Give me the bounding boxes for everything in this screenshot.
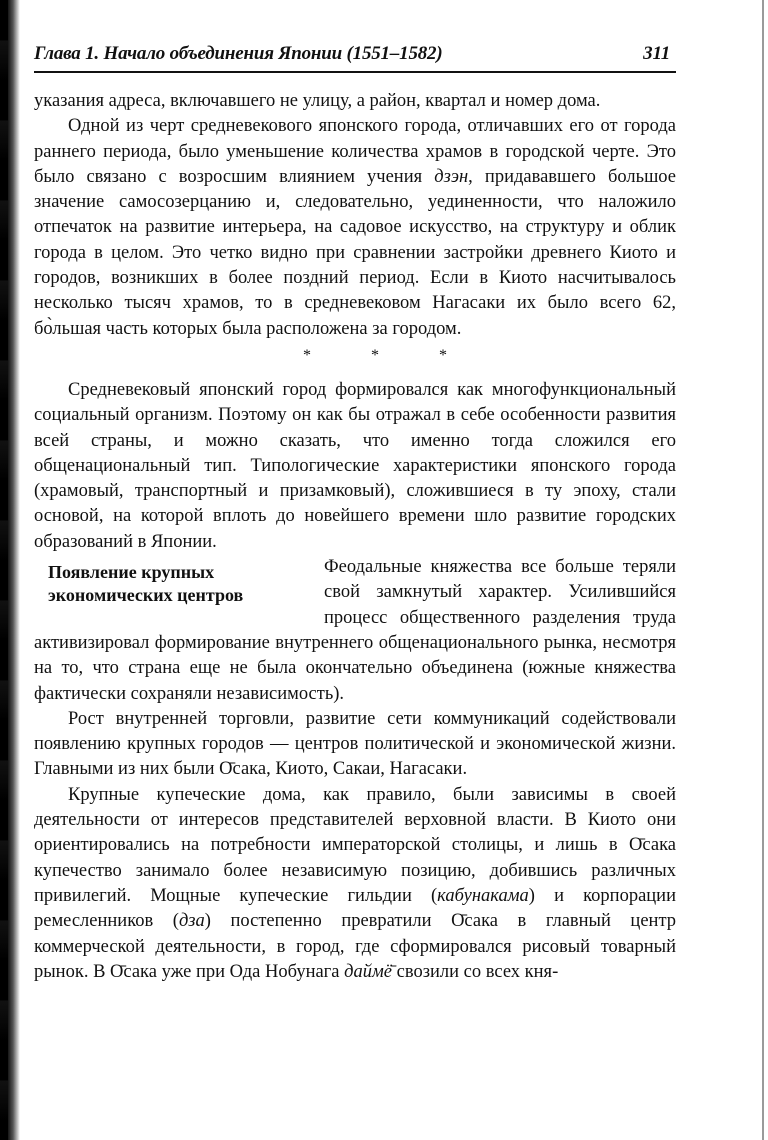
paragraph-text: Крупные купеческие дома, как правило, были зависимы в своей деятельности от интересов представителей верховной власти. В Киото они ориентировались на потребности императорской столицы, и лишь в О̄сака купечество занимало более независимую позицию, добившись различных привилегий. Мощные купеческие гильдии ( bbox=[34, 784, 676, 906]
term-zen: дзэн bbox=[434, 166, 469, 187]
term-dza: дза bbox=[178, 911, 205, 932]
binding-shadow bbox=[0, 0, 20, 1140]
paragraph-merchant-houses bbox=[34, 783, 676, 985]
paragraph-temples bbox=[34, 114, 676, 342]
section-heading: Появление крупных экономических центров bbox=[48, 562, 244, 606]
section-divider bbox=[34, 346, 676, 366]
chapter-title: Глава 1. Начало объединения Японии (1551–1582) bbox=[34, 43, 443, 64]
asterisk: * bbox=[303, 346, 311, 364]
paragraph-city-organism: Средневековый японский город формировался как многофункциональный социальный организм. Поэтому он как бы отражал в себе особенности развития всей страны, и можно сказать, что именно тогда сложился его общенациональный тип. Типологические характеристики японского города (храмовый, транспортный и призамковый), сложившиеся в ту эпоху, стали основой, на которой вплоть до новейшего времени шло развитие городских образований в Японии. bbox=[34, 379, 676, 552]
term-kabunakama: кабунакама bbox=[437, 885, 529, 906]
paragraph-text: Одной из черт средневекового японского города, отличавших его от города раннего периода, было уменьшение количества храмов в городской черте. Это было связано с возросшим влиянием учения bbox=[34, 116, 676, 187]
term-daimyo: даймё̄ bbox=[344, 961, 393, 982]
running-header bbox=[34, 42, 676, 73]
paragraph-trade-growth: Рост внутренней торговли, развитие сети коммуникаций содействовали появлению крупных городов — центров политической и экономической жизни. Главными из них были О̄сака, Киото, Сакаи, Нагасаки. bbox=[34, 708, 676, 780]
page-number: 311 bbox=[643, 43, 670, 64]
paragraph-feudal-principalities: Феодальные княжества все больше теряли свой замкнутый характер. Усилившийся процесс общественного разделения труда активизировал формирование внутреннего общенационального рынка, несмотря на то, что страна еще не была окончательно объединена (южные княжества фактически сохраняли независимость). bbox=[34, 557, 676, 704]
section-economic-centers bbox=[34, 555, 676, 707]
paragraph-text: ) постепенно превратили О̄сака в главный центр коммерческой деятельности, в город, где сформировался рисовый товарный рынок. В О̄сака уже при Ода Нобунага bbox=[34, 911, 677, 982]
paragraph-continued: указания адреса, включавшего не улицу, а район, квартал и номер дома. bbox=[34, 91, 601, 111]
asterisk: * bbox=[371, 346, 379, 364]
book-page bbox=[34, 42, 676, 985]
asterisk: * bbox=[439, 346, 447, 364]
scan-edge-line bbox=[762, 0, 764, 1140]
paragraph-text: свозили со всех кня- bbox=[392, 961, 559, 982]
paragraph-text: ) и корпорации ремесленников ( bbox=[34, 885, 676, 932]
paragraph-text: , придававшего большое значение самосозерцанию и, следовательно, уединенности, что наложило отпечаток на развитие интерьера, на садовое искусство, на структуру и облик города в целом. Это четко видно при сравнении застройки древнего Киото и городов, возникших в более поздний период. Если в Киото насчитывалось несколько тысяч храмов, то в средневековом Нагасаки их было всего 62, бо̀льшая часть которых была расположена за городом. bbox=[34, 166, 676, 339]
